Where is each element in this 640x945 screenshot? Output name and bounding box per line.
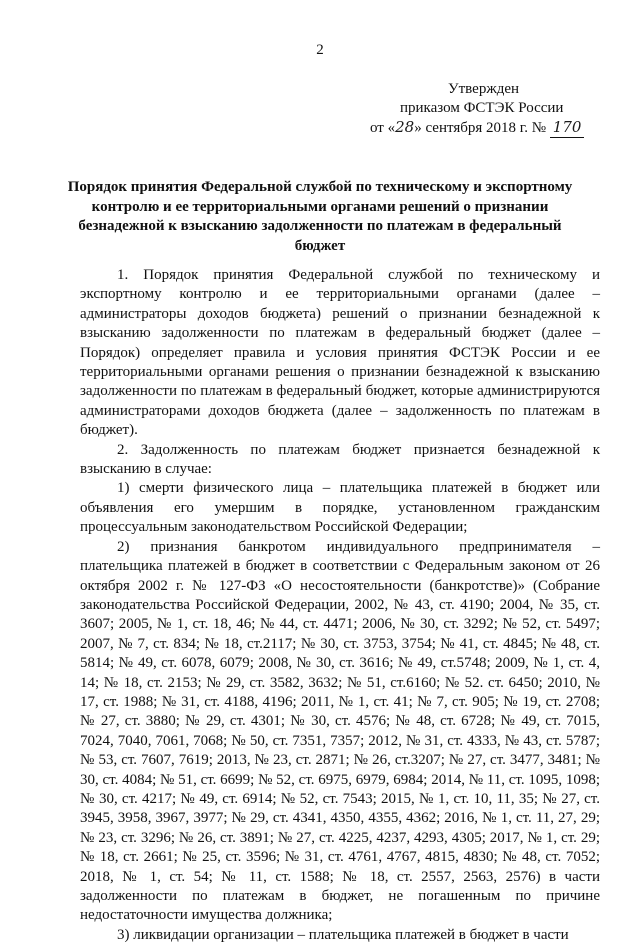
approval-date-prefix: от « — [370, 120, 396, 136]
approval-order: приказом ФСТЭК России — [400, 100, 564, 116]
approval-date-middle: » сентября 2018 г. № — [414, 120, 550, 136]
approval-date-line — [370, 118, 600, 138]
approval-title: Утвержден — [448, 81, 520, 97]
paragraph-2-item-1: 1) смерти физического лица – плательщика платежей в бюджет или объявления его умершим в порядке, установленном гражданским процессуальным законодательством Российской Федерации; — [80, 480, 600, 536]
paragraph-2-item-2: 2) признания банкротом индивидуального предпринимателя – плательщика платежей в бюджет в соответствии с Федеральным законом от 26 октября 2002 г. № 127-ФЗ «О несостоятельности (банкротстве)» (Собрание законодательства Российской Федерации, 2002, № 43, ст. 4190; 2004, № 35, ст. 3607; 2005, № 1, ст. 18, 46; № 44, ст. 4471; 2006, № 30, ст. 3292; № 52, ст. 5497; 2007, № 7, ст. 834; № 18, ст.2117; № 30, ст. 3753, 3754; № 41, ст. 4845; № 48, ст. 5814; № 49, ст. 6078, 6079; 2008, № 30, ст. 3616; № 49, ст.5748; 2009, № 1, ст. 4, 14; № 18, ст. 2153; № 29, ст. 3582, 3632; № 51, ст.6160; № 52. ст. 6450; 2010, № 17, ст. 1988; № 31, ст. 4188, 4196; 2011, № 1, ст. 41; № 7, ст. 905; № 19, ст. 2708; № 27, ст. 3880; № 29, ст. 4301; № 30, ст. 4576; № 48, ст. 6728; № 49, ст. 7015, 7024, 7040, 7061, 7068; № 50, ст. 7351, 7357; 2012, № 31, ст. 4333, № 43, ст. 5787; № 53, ст. 7607, 7619; 2013, № 23, ст. 2871; № 26, ст.3207; № 27, ст. 3477, 3481; № 30, ст. 4084; № 51, ст. 6699; № 52, ст. 6975, 6979, 6984; 2014, № 11, ст. 1095, 1098; № 30, ст. 4217; № 49, ст. 6914; № 52, ст. 7543; 2015, № 1, ст. 10, 11, 35; № 27, ст. 3945, 3958, 3967, 3977; № 29, ст. 4341, 4350, 4355, 4362; 2016, № 1, ст. 11, 27, 29; № 23, ст. 3296; № 26, ст. 3891; № 27, ст. 4225, 4237, 4293, 4305; 2017, № 1, ст. 29; № 18, ст. 2661; № 25, ст. 3596; № 31, ст. 4761, 4767, 4815, 4830; № 48, ст. 7052; 2018, № 1, ст. 54; № 11, ст. 1588; № 18, ст. 2557, 2563, 2576) в части задолженности по платежам в бюджет, не погашенным по причине недостаточности имущества должника; — [80, 538, 600, 924]
document-title: Порядок принятия Федеральной службой по техническому и экспортному контролю и ее территориальными органами решений о признании безнадежной к взысканию задолженности по платежам в федеральный бюджет — [67, 179, 573, 254]
document-body — [80, 266, 600, 945]
handwritten-order-number: 170 — [550, 118, 585, 138]
paragraph-2-item-3: 3) ликвидации организации – плательщика платежей в бюджет в части — [117, 926, 569, 943]
handwritten-day: 28 — [395, 118, 415, 136]
approval-block — [370, 80, 600, 138]
page-number: 2 — [316, 42, 324, 58]
paragraph-2: 2. Задолженность по платежам бюджет признается безнадежной к взысканию в случае: — [80, 441, 600, 478]
paragraph-1: 1. Порядок принятия Федеральной службой по техническому и экспортному контролю и ее территориальными органами (далее – администраторы доходов бюджета) решений о признании безнадежной к взысканию задолженности по платежам в федеральный бюджет (далее – Порядок) определяет правила и условия принятия ФСТЭК России и ее территориальными органами решения о признании безнадежной к взысканию задолженности по платежам в федеральный бюджет, которые администрируются администраторами доходов бюджета (далее – задолженность по платежам в бюджет). — [80, 267, 600, 439]
